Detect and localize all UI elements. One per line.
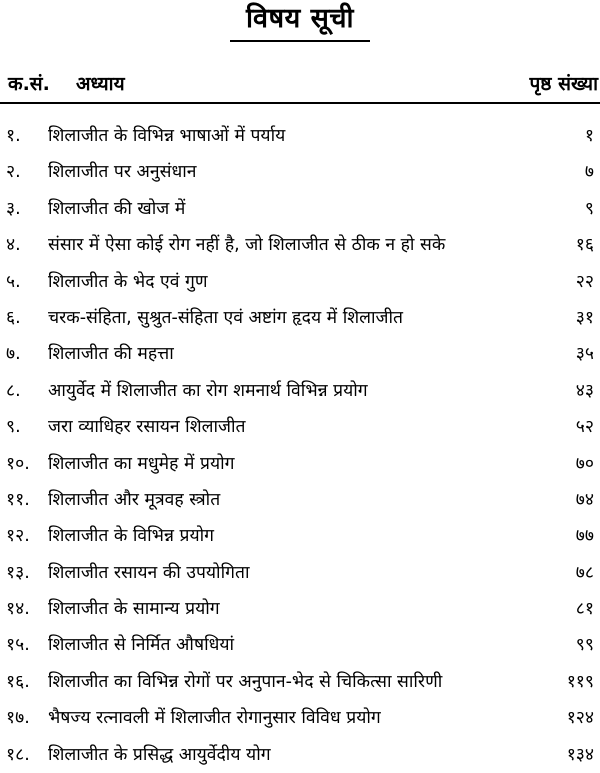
toc-entry[interactable] (0, 300, 600, 336)
entry-number: ९. (6, 417, 21, 438)
toc-list (0, 118, 600, 773)
entry-page: ७७ (575, 526, 594, 547)
entry-page: ४३ (575, 380, 594, 401)
toc-entry[interactable] (0, 373, 600, 409)
toc-entry[interactable] (0, 591, 600, 627)
entry-title: शिलाजीत के विभिन्न भाषाओं में पर्याय (48, 126, 286, 146)
entry-number: ३. (6, 198, 21, 219)
entry-page: ९९ (575, 635, 594, 656)
entry-page: ७४ (575, 489, 594, 510)
entry-title: शिलाजीत और मूत्रवह स्त्रोत (48, 489, 221, 510)
entry-number: १६. (6, 671, 30, 692)
entry-number: १४. (6, 599, 30, 620)
toc-entry[interactable] (0, 627, 600, 663)
entry-number: १७. (6, 708, 30, 729)
entry-number: ७. (6, 344, 21, 365)
entry-number: १. (6, 126, 21, 146)
entry-page: २२ (575, 271, 594, 292)
toc-entry[interactable] (0, 555, 600, 591)
entry-number: ११. (6, 489, 30, 510)
entry-title: शिलाजीत का विभिन्न रोगों पर अनुपान-भेद से चिकित्सा सारिणी (48, 671, 443, 692)
entry-title: शिलाजीत के प्रसिद्ध आयुर्वेदीय योग (48, 744, 271, 765)
entry-number: २. (6, 162, 21, 183)
title-underline (230, 40, 370, 42)
entry-number: १५. (6, 635, 30, 656)
entry-title: चरक-संहिता, सुश्रुत-संहिता एवं अष्टांग हृदय में शिलाजीत (48, 307, 404, 328)
toc-entry[interactable] (0, 336, 600, 372)
header-number: क.सं. (8, 73, 50, 95)
entry-title: शिलाजीत रसायन की उपयोगिता (48, 562, 250, 583)
toc-entry[interactable] (0, 664, 600, 700)
entry-number: १८. (6, 744, 30, 765)
toc-entry[interactable] (0, 191, 600, 227)
entry-page: १२४ (566, 708, 594, 729)
toc-entry[interactable] (0, 446, 600, 482)
entry-number: ६. (6, 307, 21, 328)
header-page: पृष्ठ संख्या (529, 73, 598, 95)
entry-title: शिलाजीत का मधुमेह में प्रयोग (48, 453, 235, 474)
entry-page: ७ (584, 162, 594, 183)
entry-page: ९ (584, 198, 594, 219)
entry-number: ५. (6, 271, 21, 292)
page-title: विषय सूची (245, 3, 355, 34)
toc-entry[interactable] (0, 118, 600, 154)
toc-entry[interactable] (0, 154, 600, 190)
entry-title: जरा व्याधिहर रसायन शिलाजीत (48, 417, 246, 438)
toc-entry[interactable] (0, 264, 600, 300)
toc-entry[interactable] (0, 737, 600, 773)
entry-title: शिलाजीत पर अनुसंधान (48, 162, 197, 183)
toc-header (0, 70, 600, 98)
entry-number: ४. (6, 235, 21, 256)
entry-title: संसार में ऐसा कोई रोग नहीं है, जो शिलाजीत से ठीक न हो सके (48, 235, 446, 256)
entry-page: ८१ (575, 599, 594, 620)
toc-entry[interactable] (0, 518, 600, 554)
entry-title: शिलाजीत के सामान्य प्रयोग (48, 599, 220, 620)
entry-title: शिलाजीत के विभिन्न प्रयोग (48, 526, 215, 547)
toc-entry[interactable] (0, 700, 600, 736)
entry-page: ७८ (575, 562, 594, 583)
entry-page: ११९ (566, 671, 594, 692)
entry-page: ५२ (575, 417, 594, 438)
entry-page: ३५ (575, 344, 594, 365)
entry-page: ७० (575, 453, 594, 474)
entry-number: १०. (6, 453, 30, 474)
entry-page: १ (584, 126, 594, 146)
entry-title: आयुर्वेद में शिलाजीत का रोग शमनार्थ विभिन्न प्रयोग (48, 380, 368, 401)
entry-number: ८. (6, 380, 21, 401)
entry-title: शिलाजीत के भेद एवं गुण (48, 271, 208, 292)
entry-number: १३. (6, 562, 30, 583)
entry-title: शिलाजीत की खोज में (48, 198, 186, 219)
header-divider (0, 102, 600, 104)
entry-title: भैषज्य रत्नावली में शिलाजीत रोगानुसार विविध प्रयोग (48, 708, 381, 729)
entry-title: शिलाजीत से निर्मित औषधियां (48, 635, 235, 656)
header-chapter: अध्याय (76, 73, 125, 95)
entry-title: शिलाजीत की महत्ता (48, 344, 174, 365)
toc-entry[interactable] (0, 409, 600, 445)
entry-number: १२. (6, 526, 30, 547)
entry-page: १६ (575, 235, 594, 256)
toc-entry[interactable] (0, 227, 600, 263)
entry-page: ३१ (575, 307, 594, 328)
toc-entry[interactable] (0, 482, 600, 518)
entry-page: १३४ (566, 744, 594, 765)
